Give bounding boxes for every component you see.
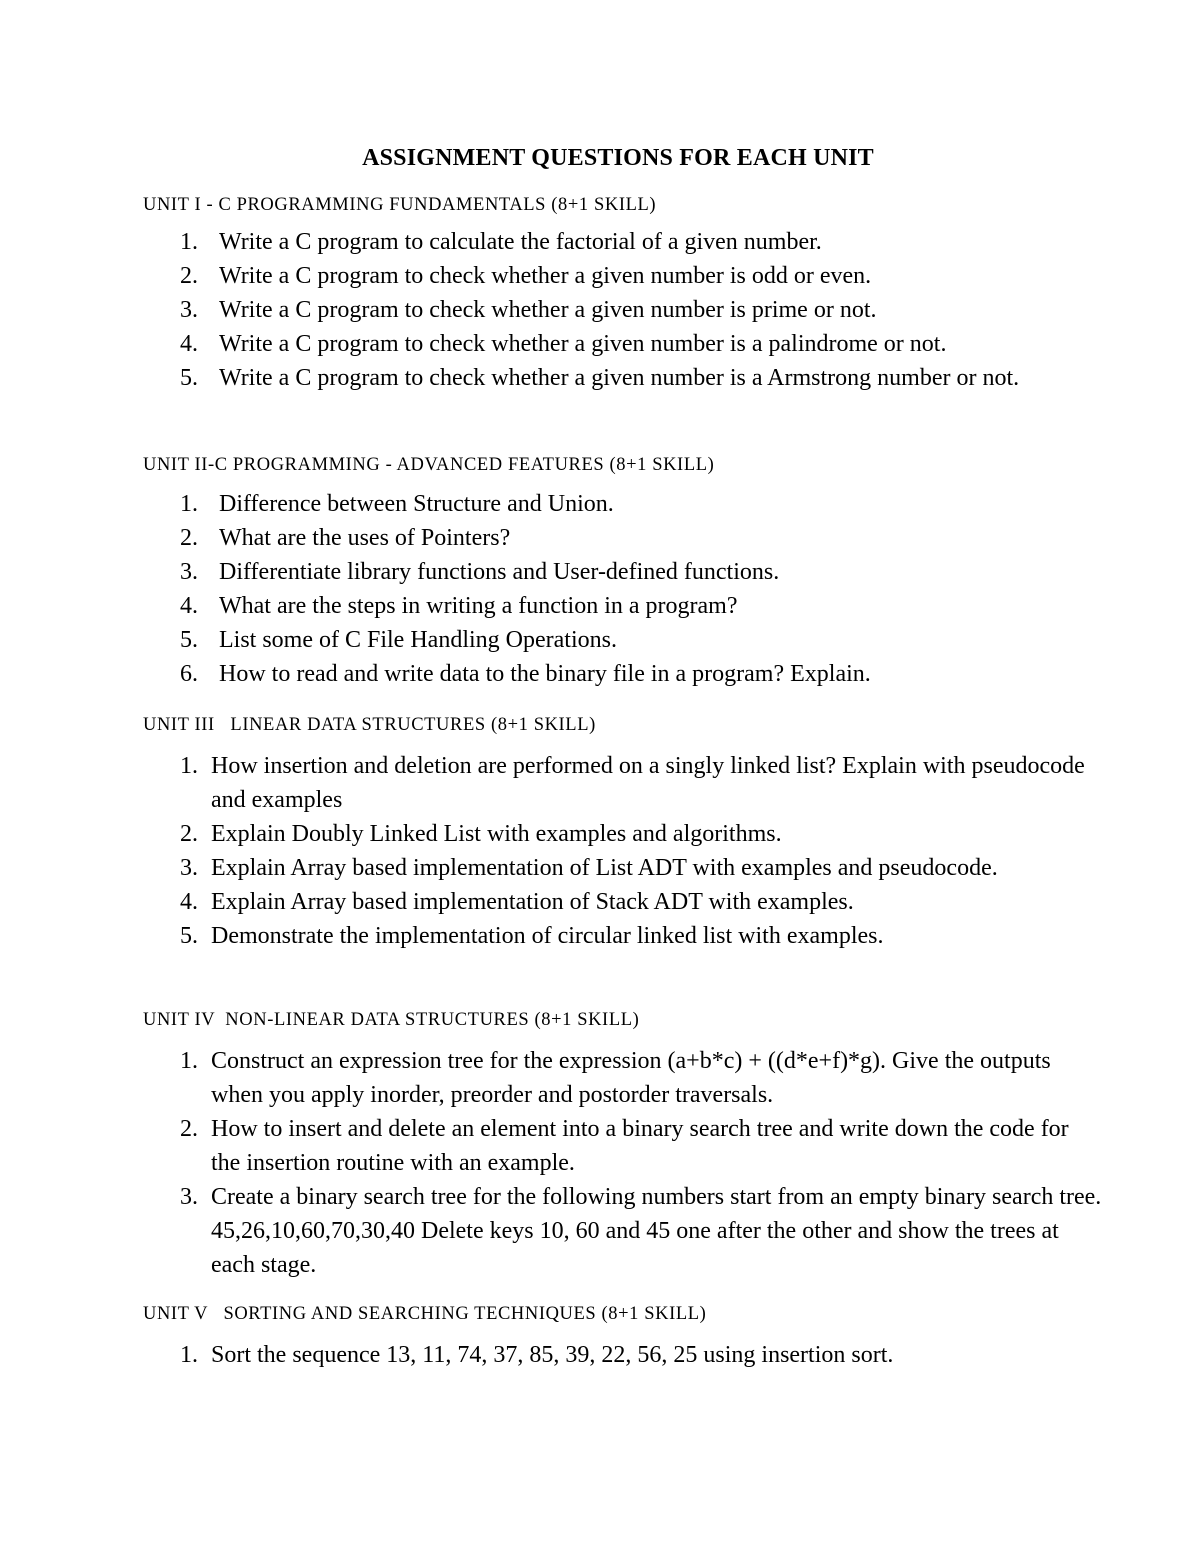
item-text: How insertion and deletion are performed on a singly linked list? Explain with pseudocode and examples	[211, 753, 1085, 813]
item-text: How to read and write data to the binary file in a program? Explain.	[219, 661, 871, 687]
unit-heading: UNIT III LINEAR DATA STRUCTURES (8+1 SKILL)	[143, 715, 596, 735]
item-number: 5.	[180, 627, 198, 653]
item-number: 3.	[180, 855, 198, 881]
item-text: Write a C program to calculate the factorial of a given number.	[219, 229, 822, 255]
item-number: 3.	[180, 559, 198, 585]
question-list	[143, 487, 1103, 691]
list-item	[143, 259, 1103, 293]
list-item	[143, 293, 1103, 327]
item-number: 1.	[180, 753, 198, 779]
unit-heading: UNIT I - C PROGRAMMING FUNDAMENTALS (8+1 SKILL)	[143, 195, 657, 215]
item-text: Write a C program to check whether a given number is prime or not.	[219, 297, 877, 323]
list-item	[143, 1338, 1103, 1372]
item-number: 4.	[180, 889, 198, 915]
unit-5-section	[143, 1302, 1103, 1372]
list-item	[143, 749, 1103, 817]
list-item	[143, 521, 1103, 555]
item-text: Construct an expression tree for the expression (a+b*c) + ((d*e+f)*g). Give the outputs when you apply inorder, preorder and postorder traversals.	[211, 1048, 1051, 1108]
item-text: Write a C program to check whether a given number is odd or even.	[219, 263, 872, 289]
list-item	[143, 1180, 1103, 1282]
item-number: 1.	[180, 1342, 198, 1368]
item-text: Write a C program to check whether a given number is a Armstrong number or not.	[219, 365, 1020, 391]
list-item	[143, 1044, 1103, 1112]
item-text: Explain Array based implementation of List ADT with examples and pseudocode.	[211, 855, 998, 881]
item-number: 3.	[180, 297, 198, 323]
unit-heading: UNIT IV NON-LINEAR DATA STRUCTURES (8+1 SKILL)	[143, 1010, 640, 1030]
item-number: 1.	[180, 491, 198, 517]
question-list	[143, 1044, 1103, 1282]
list-item	[143, 225, 1103, 259]
question-list	[143, 225, 1103, 395]
list-item	[143, 555, 1103, 589]
item-text: List some of C File Handling Operations.	[219, 627, 617, 653]
list-item	[143, 817, 1103, 851]
unit-heading: UNIT II-C PROGRAMMING - ADVANCED FEATURES (8+1 SKILL)	[143, 455, 715, 475]
list-item	[143, 589, 1103, 623]
list-item	[143, 657, 1103, 691]
unit-heading: UNIT V SORTING AND SEARCHING TECHNIQUES (8+1 SKILL)	[143, 1304, 707, 1324]
item-number: 5.	[180, 365, 198, 391]
document-title: ASSIGNMENT QUESTIONS FOR EACH UNIT	[362, 145, 874, 171]
item-text: Explain Doubly Linked List with examples and algorithms.	[211, 821, 782, 847]
unit-1-section	[143, 193, 1103, 395]
item-text: Demonstrate the implementation of circular linked list with examples.	[211, 923, 884, 949]
list-item	[143, 1112, 1103, 1180]
item-text: Differentiate library functions and User-defined functions.	[219, 559, 780, 585]
question-list	[143, 749, 1103, 953]
item-number: 3.	[180, 1184, 198, 1210]
list-item	[143, 623, 1103, 657]
unit-2-section	[143, 453, 1103, 691]
list-item	[143, 487, 1103, 521]
item-text: How to insert and delete an element into a binary search tree and write down the code for the insertion routine with an example.	[211, 1116, 1069, 1176]
item-number: 1.	[180, 1048, 198, 1074]
item-text: Create a binary search tree for the following numbers start from an empty binary search tree. 45,26,10,60,70,30,40 Delete keys 10, 60 and 45 one after the other and show the trees at each stage.	[211, 1184, 1102, 1278]
item-text: What are the uses of Pointers?	[219, 525, 511, 551]
list-item	[143, 851, 1103, 885]
item-text: Write a C program to check whether a given number is a palindrome or not.	[219, 331, 947, 357]
list-item	[143, 885, 1103, 919]
question-list	[143, 1338, 1103, 1372]
item-number: 6.	[180, 661, 198, 687]
list-item	[143, 919, 1103, 953]
item-number: 2.	[180, 525, 198, 551]
item-text: Explain Array based implementation of Stack ADT with examples.	[211, 889, 854, 915]
item-text: Difference between Structure and Union.	[219, 491, 614, 517]
item-number: 2.	[180, 821, 198, 847]
unit-4-section	[143, 1008, 1103, 1282]
item-text: Sort the sequence 13, 11, 74, 37, 85, 39, 22, 56, 25 using insertion sort.	[211, 1342, 894, 1368]
list-item	[143, 361, 1103, 395]
item-number: 2.	[180, 263, 198, 289]
item-number: 2.	[180, 1116, 198, 1142]
item-number: 1.	[180, 229, 198, 255]
item-number: 4.	[180, 331, 198, 357]
item-text: What are the steps in writing a function in a program?	[219, 593, 738, 619]
list-item	[143, 327, 1103, 361]
item-number: 4.	[180, 593, 198, 619]
item-number: 5.	[180, 923, 198, 949]
unit-3-section	[143, 713, 1103, 953]
